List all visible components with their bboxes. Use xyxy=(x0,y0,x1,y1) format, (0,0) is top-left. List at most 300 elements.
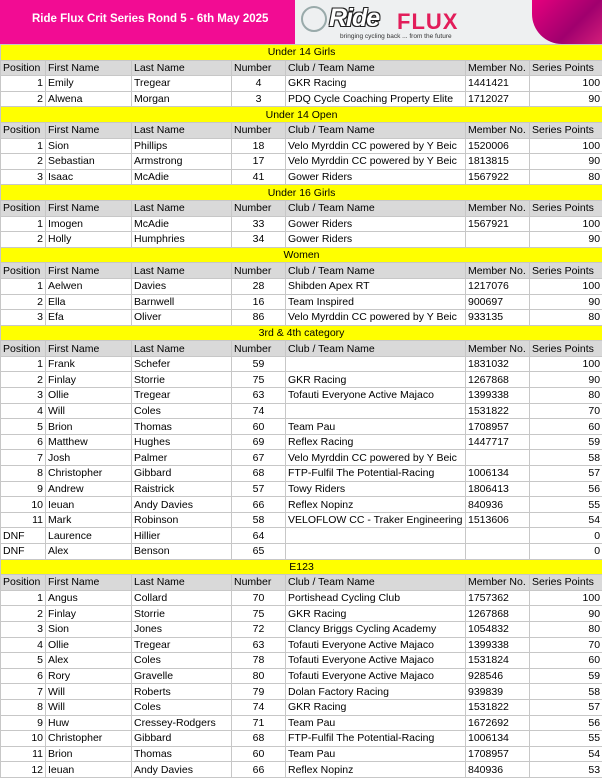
cell-club: Tofauti Everyone Active Majaco xyxy=(286,637,466,653)
table-row xyxy=(1,403,602,419)
cell-series-points: 59 xyxy=(530,434,602,450)
cell-last-name: Palmer xyxy=(132,450,232,466)
cell-number: 78 xyxy=(232,653,286,669)
table-row xyxy=(1,372,602,388)
column-header-number: Number xyxy=(232,341,286,357)
cell-series-points: 80 xyxy=(530,169,602,185)
column-header-position: Position xyxy=(1,263,46,279)
cell-club: Velo Myrddin CC powered by Y Beic xyxy=(286,154,466,170)
cell-number: 65 xyxy=(232,544,286,560)
column-header-club: Club / Team Name xyxy=(286,341,466,357)
cell-club: Dolan Factory Racing xyxy=(286,684,466,700)
cell-position: 2 xyxy=(1,232,46,248)
cell-member-no: 1672692 xyxy=(466,715,530,731)
cell-first-name: Finlay xyxy=(46,606,132,622)
column-header-number: Number xyxy=(232,200,286,216)
cell-member-no: 1813815 xyxy=(466,154,530,170)
cell-first-name: Josh xyxy=(46,450,132,466)
column-header-series-points: Series Points xyxy=(530,341,602,357)
cell-first-name: Will xyxy=(46,684,132,700)
table-row xyxy=(1,653,602,669)
column-header-row xyxy=(1,122,602,138)
cell-position: 11 xyxy=(1,746,46,762)
cell-first-name: Finlay xyxy=(46,372,132,388)
column-header-row xyxy=(1,263,602,279)
cell-position: 10 xyxy=(1,497,46,513)
section-header xyxy=(1,247,602,263)
cell-first-name: Matthew xyxy=(46,434,132,450)
table-row xyxy=(1,154,602,170)
column-header-position: Position xyxy=(1,60,46,76)
cell-series-points: 90 xyxy=(530,372,602,388)
column-header-position: Position xyxy=(1,200,46,216)
cell-last-name: Thomas xyxy=(132,746,232,762)
section-title: Under 14 Open xyxy=(1,107,602,123)
cell-member-no: 1708957 xyxy=(466,419,530,435)
cell-series-points: 90 xyxy=(530,294,602,310)
cell-number: 75 xyxy=(232,372,286,388)
cell-member-no: 1441421 xyxy=(466,76,530,92)
table-row xyxy=(1,278,602,294)
cell-first-name: Isaac xyxy=(46,169,132,185)
section-header xyxy=(1,325,602,341)
cell-member-no: 1006134 xyxy=(466,731,530,747)
cell-first-name: Brion xyxy=(46,419,132,435)
table-row xyxy=(1,216,602,232)
column-header-member-no: Member No. xyxy=(466,122,530,138)
cell-club: Gower Riders xyxy=(286,169,466,185)
cell-series-points: 60 xyxy=(530,419,602,435)
table-row xyxy=(1,434,602,450)
cell-position: 11 xyxy=(1,512,46,528)
cell-last-name: Coles xyxy=(132,653,232,669)
cell-last-name: Gibbard xyxy=(132,731,232,747)
cell-first-name: Christopher xyxy=(46,466,132,482)
cell-last-name: Collard xyxy=(132,590,232,606)
cell-last-name: Storrie xyxy=(132,606,232,622)
cell-number: 79 xyxy=(232,684,286,700)
table-row xyxy=(1,746,602,762)
cell-last-name: Coles xyxy=(132,403,232,419)
cell-member-no: 1757362 xyxy=(466,590,530,606)
cell-position: 10 xyxy=(1,731,46,747)
cyclist-icon xyxy=(301,6,327,32)
column-header-position: Position xyxy=(1,341,46,357)
cell-position: 4 xyxy=(1,637,46,653)
cell-number: 57 xyxy=(232,481,286,497)
column-header-last-name: Last Name xyxy=(132,341,232,357)
cell-club: Team Pau xyxy=(286,746,466,762)
cell-position: 9 xyxy=(1,715,46,731)
cell-member-no: 1712027 xyxy=(466,91,530,107)
table-row xyxy=(1,466,602,482)
cell-last-name: McAdie xyxy=(132,169,232,185)
cell-member-no: 1217076 xyxy=(466,278,530,294)
cell-series-points: 80 xyxy=(530,310,602,326)
cell-club: Team Inspired xyxy=(286,294,466,310)
cell-series-points: 55 xyxy=(530,731,602,747)
cell-member-no: 1831032 xyxy=(466,356,530,372)
logo-ride: Ride xyxy=(329,4,379,33)
results-table xyxy=(0,44,602,778)
table-row xyxy=(1,481,602,497)
cell-position: 1 xyxy=(1,138,46,154)
cell-member-no: 939839 xyxy=(466,684,530,700)
cell-series-points: 90 xyxy=(530,91,602,107)
section-title: Under 16 Girls xyxy=(1,185,602,201)
cell-member-no xyxy=(466,232,530,248)
cell-number: 63 xyxy=(232,637,286,653)
column-header-position: Position xyxy=(1,122,46,138)
column-header-series-points: Series Points xyxy=(530,575,602,591)
cell-position: 2 xyxy=(1,154,46,170)
cell-series-points: 100 xyxy=(530,76,602,92)
cell-last-name: Davies xyxy=(132,278,232,294)
column-header-number: Number xyxy=(232,575,286,591)
cell-number: 41 xyxy=(232,169,286,185)
table-row xyxy=(1,232,602,248)
column-header-last-name: Last Name xyxy=(132,122,232,138)
table-row xyxy=(1,590,602,606)
column-header-first-name: First Name xyxy=(46,122,132,138)
cell-series-points: 80 xyxy=(530,388,602,404)
cell-number: 80 xyxy=(232,668,286,684)
cell-number: 4 xyxy=(232,76,286,92)
cell-series-points: 100 xyxy=(530,138,602,154)
column-header-member-no: Member No. xyxy=(466,263,530,279)
cell-member-no: 1054832 xyxy=(466,621,530,637)
cell-first-name: Will xyxy=(46,403,132,419)
column-header-last-name: Last Name xyxy=(132,575,232,591)
cell-club: Clancy Briggs Cycling Academy xyxy=(286,621,466,637)
cell-club: Velo Myrddin CC powered by Y Beic xyxy=(286,138,466,154)
column-header-last-name: Last Name xyxy=(132,263,232,279)
cell-series-points: 60 xyxy=(530,653,602,669)
cell-position: 1 xyxy=(1,590,46,606)
cell-position: DNF xyxy=(1,528,46,544)
cell-first-name: Sebastian xyxy=(46,154,132,170)
cell-number: 34 xyxy=(232,232,286,248)
cell-last-name: Phillips xyxy=(132,138,232,154)
table-row xyxy=(1,497,602,513)
cell-first-name: Alex xyxy=(46,653,132,669)
cell-series-points: 53 xyxy=(530,762,602,778)
cell-club: FTP-Fulfil The Potential-Racing xyxy=(286,466,466,482)
cell-position: 5 xyxy=(1,419,46,435)
cell-position: 5 xyxy=(1,653,46,669)
cell-member-no: 928546 xyxy=(466,668,530,684)
cell-member-no: 900697 xyxy=(466,294,530,310)
section-header xyxy=(1,559,602,575)
column-header-series-points: Series Points xyxy=(530,122,602,138)
cell-last-name: Cressey-Rodgers xyxy=(132,715,232,731)
table-row xyxy=(1,544,602,560)
cell-series-points: 0 xyxy=(530,528,602,544)
table-row xyxy=(1,731,602,747)
table-row xyxy=(1,668,602,684)
cell-position: 4 xyxy=(1,403,46,419)
cell-position: 1 xyxy=(1,356,46,372)
logo-flux: FLUX xyxy=(397,9,458,35)
cell-number: 17 xyxy=(232,154,286,170)
cell-number: 63 xyxy=(232,388,286,404)
column-header-member-no: Member No. xyxy=(466,200,530,216)
column-header-club: Club / Team Name xyxy=(286,263,466,279)
cell-series-points: 59 xyxy=(530,668,602,684)
section-title: Women xyxy=(1,247,602,263)
cell-first-name: Huw xyxy=(46,715,132,731)
cell-member-no: 1447717 xyxy=(466,434,530,450)
column-header-series-points: Series Points xyxy=(530,60,602,76)
cell-last-name: Gravelle xyxy=(132,668,232,684)
cell-number: 66 xyxy=(232,497,286,513)
cell-position: 9 xyxy=(1,481,46,497)
cell-first-name: Laurence xyxy=(46,528,132,544)
cell-number: 59 xyxy=(232,356,286,372)
section-title: Under 14 Girls xyxy=(1,45,602,61)
cell-series-points: 100 xyxy=(530,356,602,372)
cell-series-points: 58 xyxy=(530,684,602,700)
cell-position: 12 xyxy=(1,762,46,778)
cell-last-name: Thomas xyxy=(132,419,232,435)
column-header-row xyxy=(1,341,602,357)
sponsor-banner xyxy=(295,0,602,44)
cell-first-name: Frank xyxy=(46,356,132,372)
banner-graphic xyxy=(532,0,602,44)
cell-club: GKR Racing xyxy=(286,606,466,622)
cell-member-no: 933135 xyxy=(466,310,530,326)
column-header-series-points: Series Points xyxy=(530,263,602,279)
cell-number: 86 xyxy=(232,310,286,326)
cell-last-name: Tregear xyxy=(132,637,232,653)
cell-first-name: Ieuan xyxy=(46,762,132,778)
table-row xyxy=(1,637,602,653)
cell-number: 74 xyxy=(232,699,286,715)
cell-position: 3 xyxy=(1,310,46,326)
column-header-first-name: First Name xyxy=(46,263,132,279)
table-row xyxy=(1,715,602,731)
cell-number: 18 xyxy=(232,138,286,154)
column-header-club: Club / Team Name xyxy=(286,200,466,216)
cell-position: 1 xyxy=(1,216,46,232)
column-header-club: Club / Team Name xyxy=(286,122,466,138)
cell-number: 71 xyxy=(232,715,286,731)
cell-number: 72 xyxy=(232,621,286,637)
cell-club: Tofauti Everyone Active Majaco xyxy=(286,668,466,684)
cell-member-no: 1520006 xyxy=(466,138,530,154)
cell-member-no: 1006134 xyxy=(466,466,530,482)
cell-last-name: Andy Davies xyxy=(132,497,232,513)
table-row xyxy=(1,699,602,715)
cell-first-name: Mark xyxy=(46,512,132,528)
cell-first-name: Ollie xyxy=(46,388,132,404)
cell-member-no: 840936 xyxy=(466,497,530,513)
cell-member-no: 1399338 xyxy=(466,637,530,653)
table-row xyxy=(1,388,602,404)
cell-club: Reflex Racing xyxy=(286,434,466,450)
table-row xyxy=(1,356,602,372)
cell-last-name: Barnwell xyxy=(132,294,232,310)
cell-number: 33 xyxy=(232,216,286,232)
cell-series-points: 54 xyxy=(530,512,602,528)
column-header-club: Club / Team Name xyxy=(286,575,466,591)
cell-position: 3 xyxy=(1,169,46,185)
cell-club: VELOFLOW CC - Traker Engineering xyxy=(286,512,466,528)
cell-club: Portishead Cycling Club xyxy=(286,590,466,606)
cell-club: PDQ Cycle Coaching Property Elite xyxy=(286,91,466,107)
cell-series-points: 56 xyxy=(530,715,602,731)
table-row xyxy=(1,169,602,185)
cell-club xyxy=(286,356,466,372)
cell-first-name: Angus xyxy=(46,590,132,606)
table-row xyxy=(1,91,602,107)
column-header-series-points: Series Points xyxy=(530,200,602,216)
cell-number: 60 xyxy=(232,419,286,435)
cell-position: 8 xyxy=(1,466,46,482)
cell-series-points: 100 xyxy=(530,590,602,606)
cell-last-name: Robinson xyxy=(132,512,232,528)
section-title: E123 xyxy=(1,559,602,575)
cell-position: 3 xyxy=(1,621,46,637)
cell-club: Tofauti Everyone Active Majaco xyxy=(286,388,466,404)
column-header-row xyxy=(1,200,602,216)
cell-club: Towy Riders xyxy=(286,481,466,497)
column-header-last-name: Last Name xyxy=(132,200,232,216)
cell-club xyxy=(286,528,466,544)
cell-first-name: Brion xyxy=(46,746,132,762)
cell-first-name: Holly xyxy=(46,232,132,248)
cell-position: 1 xyxy=(1,76,46,92)
cell-first-name: Sion xyxy=(46,621,132,637)
cell-first-name: Alwena xyxy=(46,91,132,107)
column-header-member-no: Member No. xyxy=(466,60,530,76)
cell-first-name: Will xyxy=(46,699,132,715)
cell-last-name: Hughes xyxy=(132,434,232,450)
cell-series-points: 57 xyxy=(530,699,602,715)
cell-series-points: 58 xyxy=(530,450,602,466)
cell-position: 7 xyxy=(1,450,46,466)
banner-tagline: bringing cycling back ... from the future xyxy=(340,33,452,40)
cell-number: 68 xyxy=(232,466,286,482)
cell-position: DNF xyxy=(1,544,46,560)
cell-position: 2 xyxy=(1,372,46,388)
column-header-number: Number xyxy=(232,263,286,279)
table-row xyxy=(1,419,602,435)
cell-member-no xyxy=(466,450,530,466)
cell-member-no: 1806413 xyxy=(466,481,530,497)
cell-position: 3 xyxy=(1,388,46,404)
column-header-member-no: Member No. xyxy=(466,341,530,357)
cell-position: 6 xyxy=(1,434,46,450)
cell-position: 6 xyxy=(1,668,46,684)
cell-last-name: Armstrong xyxy=(132,154,232,170)
cell-club xyxy=(286,403,466,419)
section-title: 3rd & 4th category xyxy=(1,325,602,341)
table-row xyxy=(1,294,602,310)
cell-number: 68 xyxy=(232,731,286,747)
cell-last-name: McAdie xyxy=(132,216,232,232)
cell-series-points: 57 xyxy=(530,466,602,482)
cell-number: 69 xyxy=(232,434,286,450)
cell-last-name: Morgan xyxy=(132,91,232,107)
cell-number: 70 xyxy=(232,590,286,606)
cell-number: 28 xyxy=(232,278,286,294)
table-row xyxy=(1,762,602,778)
cell-number: 16 xyxy=(232,294,286,310)
cell-series-points: 100 xyxy=(530,278,602,294)
cell-first-name: Andrew xyxy=(46,481,132,497)
cell-club: Shibden Apex RT xyxy=(286,278,466,294)
cell-member-no xyxy=(466,544,530,560)
table-row xyxy=(1,450,602,466)
cell-series-points: 90 xyxy=(530,232,602,248)
cell-last-name: Schefer xyxy=(132,356,232,372)
cell-last-name: Gibbard xyxy=(132,466,232,482)
cell-last-name: Oliver xyxy=(132,310,232,326)
cell-series-points: 56 xyxy=(530,481,602,497)
page-title: Ride Flux Crit Series Rond 5 - 6th May 2025 xyxy=(32,13,268,25)
cell-series-points: 70 xyxy=(530,637,602,653)
cell-series-points: 90 xyxy=(530,154,602,170)
cell-member-no: 1531822 xyxy=(466,699,530,715)
column-header-first-name: First Name xyxy=(46,341,132,357)
cell-last-name: Humphries xyxy=(132,232,232,248)
page-header xyxy=(0,0,602,44)
cell-series-points: 90 xyxy=(530,606,602,622)
cell-series-points: 0 xyxy=(530,544,602,560)
cell-club: Team Pau xyxy=(286,715,466,731)
cell-first-name: Rory xyxy=(46,668,132,684)
cell-number: 75 xyxy=(232,606,286,622)
column-header-position: Position xyxy=(1,575,46,591)
column-header-first-name: First Name xyxy=(46,575,132,591)
cell-club: GKR Racing xyxy=(286,76,466,92)
cell-last-name: Coles xyxy=(132,699,232,715)
cell-last-name: Raistrick xyxy=(132,481,232,497)
table-row xyxy=(1,76,602,92)
cell-club: Velo Myrddin CC powered by Y Beic xyxy=(286,310,466,326)
cell-series-points: 55 xyxy=(530,497,602,513)
section-header xyxy=(1,185,602,201)
cell-first-name: Efa xyxy=(46,310,132,326)
column-header-number: Number xyxy=(232,60,286,76)
cell-club: Gower Riders xyxy=(286,232,466,248)
table-row xyxy=(1,512,602,528)
column-header-club: Club / Team Name xyxy=(286,60,466,76)
cell-member-no: 1399338 xyxy=(466,388,530,404)
cell-last-name: Roberts xyxy=(132,684,232,700)
cell-number: 58 xyxy=(232,512,286,528)
table-row xyxy=(1,310,602,326)
cell-last-name: Tregear xyxy=(132,76,232,92)
cell-first-name: Christopher xyxy=(46,731,132,747)
cell-position: 8 xyxy=(1,699,46,715)
column-header-member-no: Member No. xyxy=(466,575,530,591)
cell-first-name: Aelwen xyxy=(46,278,132,294)
cell-number: 74 xyxy=(232,403,286,419)
column-header-number: Number xyxy=(232,122,286,138)
cell-last-name: Andy Davies xyxy=(132,762,232,778)
cell-member-no: 1267868 xyxy=(466,372,530,388)
column-header-row xyxy=(1,60,602,76)
cell-number: 67 xyxy=(232,450,286,466)
cell-number: 64 xyxy=(232,528,286,544)
table-row xyxy=(1,621,602,637)
column-header-first-name: First Name xyxy=(46,60,132,76)
section-header xyxy=(1,45,602,61)
cell-club: Team Pau xyxy=(286,419,466,435)
column-header-first-name: First Name xyxy=(46,200,132,216)
